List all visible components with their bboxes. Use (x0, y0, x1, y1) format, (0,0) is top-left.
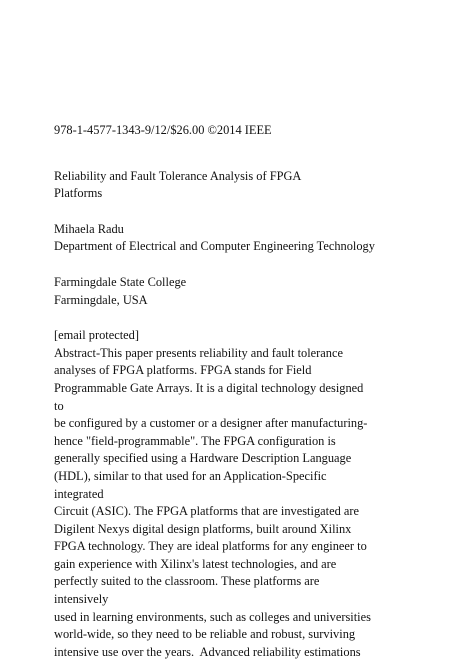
author-email: [email protected] (54, 328, 139, 343)
author-block (54, 221, 446, 256)
author-location: Farmingdale, USA (54, 292, 148, 307)
abstract-line: integrated (54, 486, 104, 501)
abstract-line: generally specified using a Hardware Description Language (54, 451, 352, 466)
paper-title (54, 168, 446, 203)
abstract-line: world-wide, so they need to be reliable and robust, surviving (54, 627, 356, 642)
spacer (54, 256, 446, 274)
abstract-line: Programmable Gate Arrays. It is a digital technology designed (54, 380, 364, 395)
spacer (54, 309, 446, 327)
abstract-line: hence "field-programmable". The FPGA configuration is (54, 433, 336, 448)
isbn-copyright-line: 978-1-4577-1343-9/12/$26.00 ©2014 IEEE (54, 123, 272, 137)
abstract-line: used in learning environments, such as colleges and universities (54, 609, 371, 624)
abstract-line: Circuit (ASIC). The FPGA platforms that are investigated are (54, 504, 359, 519)
abstract-line: Digilent Nexys digital design platforms, built around Xilinx (54, 521, 352, 536)
author-institution: Farmingdale State College (54, 274, 187, 289)
paper-title-line-2: Platforms (54, 186, 103, 201)
abstract-line: intensive use over the years. Advanced reliability estimations (54, 644, 361, 659)
abstract-line: gain experience with Xilinx's latest technologies, and are (54, 556, 337, 571)
paper-page (54, 122, 446, 661)
spacer (54, 140, 446, 168)
abstract (54, 345, 446, 661)
author-department: Department of Electrical and Computer Engineering Technology (54, 239, 375, 254)
abstract-line: (HDL), similar to that used for an Application-Specific (54, 468, 327, 483)
abstract-line: perfectly suited to the classroom. These platforms are (54, 574, 320, 589)
abstract-line: to (54, 398, 64, 413)
spacer (54, 203, 446, 221)
paper-title-line-1: Reliability and Fault Tolerance Analysis of FPGA (54, 168, 302, 183)
abstract-line: analyses of FPGA platforms. FPGA stands for Field (54, 363, 312, 378)
affiliation-block (54, 274, 446, 309)
abstract-line: intensively (54, 592, 109, 607)
abstract-line: FPGA technology. They are ideal platforms for any engineer to (54, 539, 367, 554)
abstract-line: be configured by a customer or a designer after manufacturing- (54, 416, 368, 431)
author-name: Mihaela Radu (54, 221, 124, 236)
abstract-line: Abstract-This paper presents reliability and fault tolerance (54, 345, 344, 360)
